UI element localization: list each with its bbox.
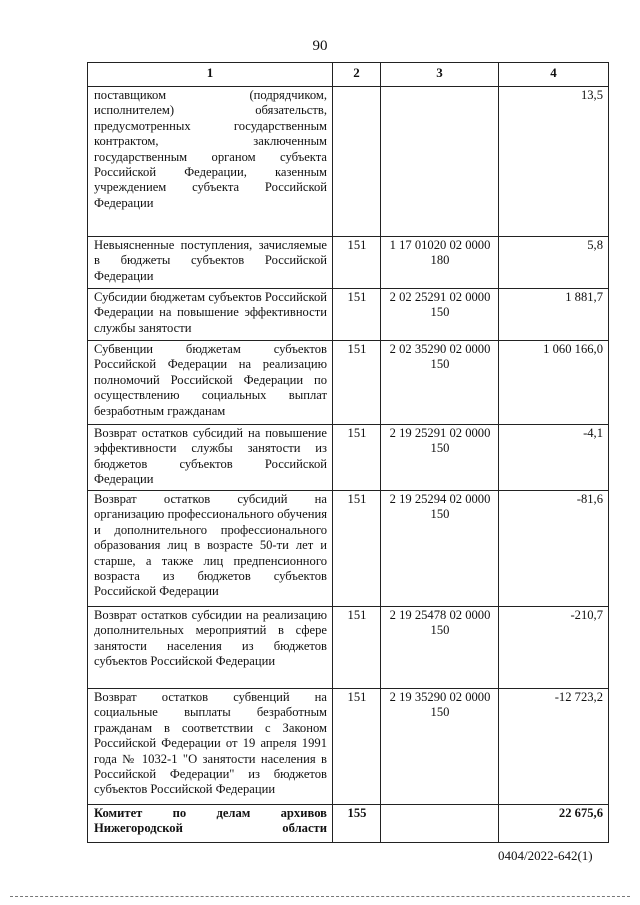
- table-row: [88, 341, 609, 425]
- total-description: Комитет по делам архивов Нижегородской области: [88, 805, 333, 843]
- budget-table: [87, 62, 609, 843]
- row-revenue-code: 2 02 25291 02 0000 150: [381, 289, 499, 341]
- row-amount: -4,1: [499, 425, 609, 491]
- row-amount: 13,5: [499, 87, 609, 237]
- row-description: Субсидии бюджетам субъектов Российской Федерации на повышение эффективности службы занятости: [88, 289, 333, 341]
- row-description: Возврат остатков субсидий на повышение эффективности службы занятости из бюджетов субъектов Российской Федерации: [88, 425, 333, 491]
- page-number: 90: [312, 38, 328, 54]
- row-revenue-code: 2 19 25291 02 0000 150: [381, 425, 499, 491]
- row-revenue-code: 1 17 01020 02 0000 180: [381, 237, 499, 289]
- table-row: [88, 87, 609, 237]
- table-row: [88, 607, 609, 689]
- row-amount: -12 723,2: [499, 689, 609, 805]
- table-header-row: [88, 63, 609, 87]
- row-admin-code: 151: [333, 607, 381, 689]
- table-row: [88, 425, 609, 491]
- row-amount: 1 060 166,0: [499, 341, 609, 425]
- row-description: Субвенции бюджетам субъектов Российской Федерации на реализацию полномочий Российской Федерации по осуществлению социальных выплат безработным гражданам: [88, 341, 333, 425]
- row-admin-code: [333, 87, 381, 237]
- table-row: [88, 689, 609, 805]
- row-admin-code: 151: [333, 425, 381, 491]
- column-header: 1: [88, 63, 333, 87]
- page-edge-line: [10, 896, 630, 897]
- row-revenue-code: 2 19 35290 02 0000 150: [381, 689, 499, 805]
- total-revenue-code: [381, 805, 499, 843]
- row-description: Невыясненные поступления, зачисляемые в бюджеты субъектов Российской Федерации: [88, 237, 333, 289]
- row-revenue-code: 2 19 25294 02 0000 150: [381, 491, 499, 607]
- table-row: [88, 491, 609, 607]
- row-admin-code: 151: [333, 289, 381, 341]
- row-revenue-code: [381, 87, 499, 237]
- total-amount: 22 675,6: [499, 805, 609, 843]
- row-revenue-code: 2 19 25478 02 0000 150: [381, 607, 499, 689]
- row-admin-code: 151: [333, 689, 381, 805]
- row-description: Возврат остатков субсидий на организацию профессионального обучения и дополнительного профессионального образования лиц в возрасте 50-ти лет и старше, а также лиц предпенсионного возраста из бюджетов субъектов Российской Федерации: [88, 491, 333, 607]
- row-admin-code: 151: [333, 491, 381, 607]
- row-amount: -81,6: [499, 491, 609, 607]
- row-revenue-code: 2 02 35290 02 0000 150: [381, 341, 499, 425]
- column-header: 4: [499, 63, 609, 87]
- row-description: поставщиком (подрядчиком, исполнителем) обязательств, предусмотренных государственным контрактом, заключенным государственным органом субъекта Российской Федерации, казенным учреждением субъекта Российской Федерации: [88, 87, 333, 237]
- table-row: [88, 237, 609, 289]
- row-admin-code: 151: [333, 341, 381, 425]
- row-amount: 5,8: [499, 237, 609, 289]
- row-description: Возврат остатков субвенций на социальные выплаты безработным гражданам в соответствии с Законом Российской Федерации от 19 апреля 1991 года № 1032-1 "О занятости населения в Российской Федерации" из бюджетов субъектов Российской Федерации: [88, 689, 333, 805]
- row-description: Возврат остатков субсидии на реализацию дополнительных мероприятий в сфере занятости населения из бюджетов субъектов Российской Федерации: [88, 607, 333, 689]
- column-header: 3: [381, 63, 499, 87]
- total-row: [88, 805, 609, 843]
- row-amount: -210,7: [499, 607, 609, 689]
- column-header: 2: [333, 63, 381, 87]
- document-code: 0404/2022-642(1): [498, 848, 593, 863]
- row-admin-code: 151: [333, 237, 381, 289]
- table-row: [88, 289, 609, 341]
- row-amount: 1 881,7: [499, 289, 609, 341]
- total-admin-code: 155: [333, 805, 381, 843]
